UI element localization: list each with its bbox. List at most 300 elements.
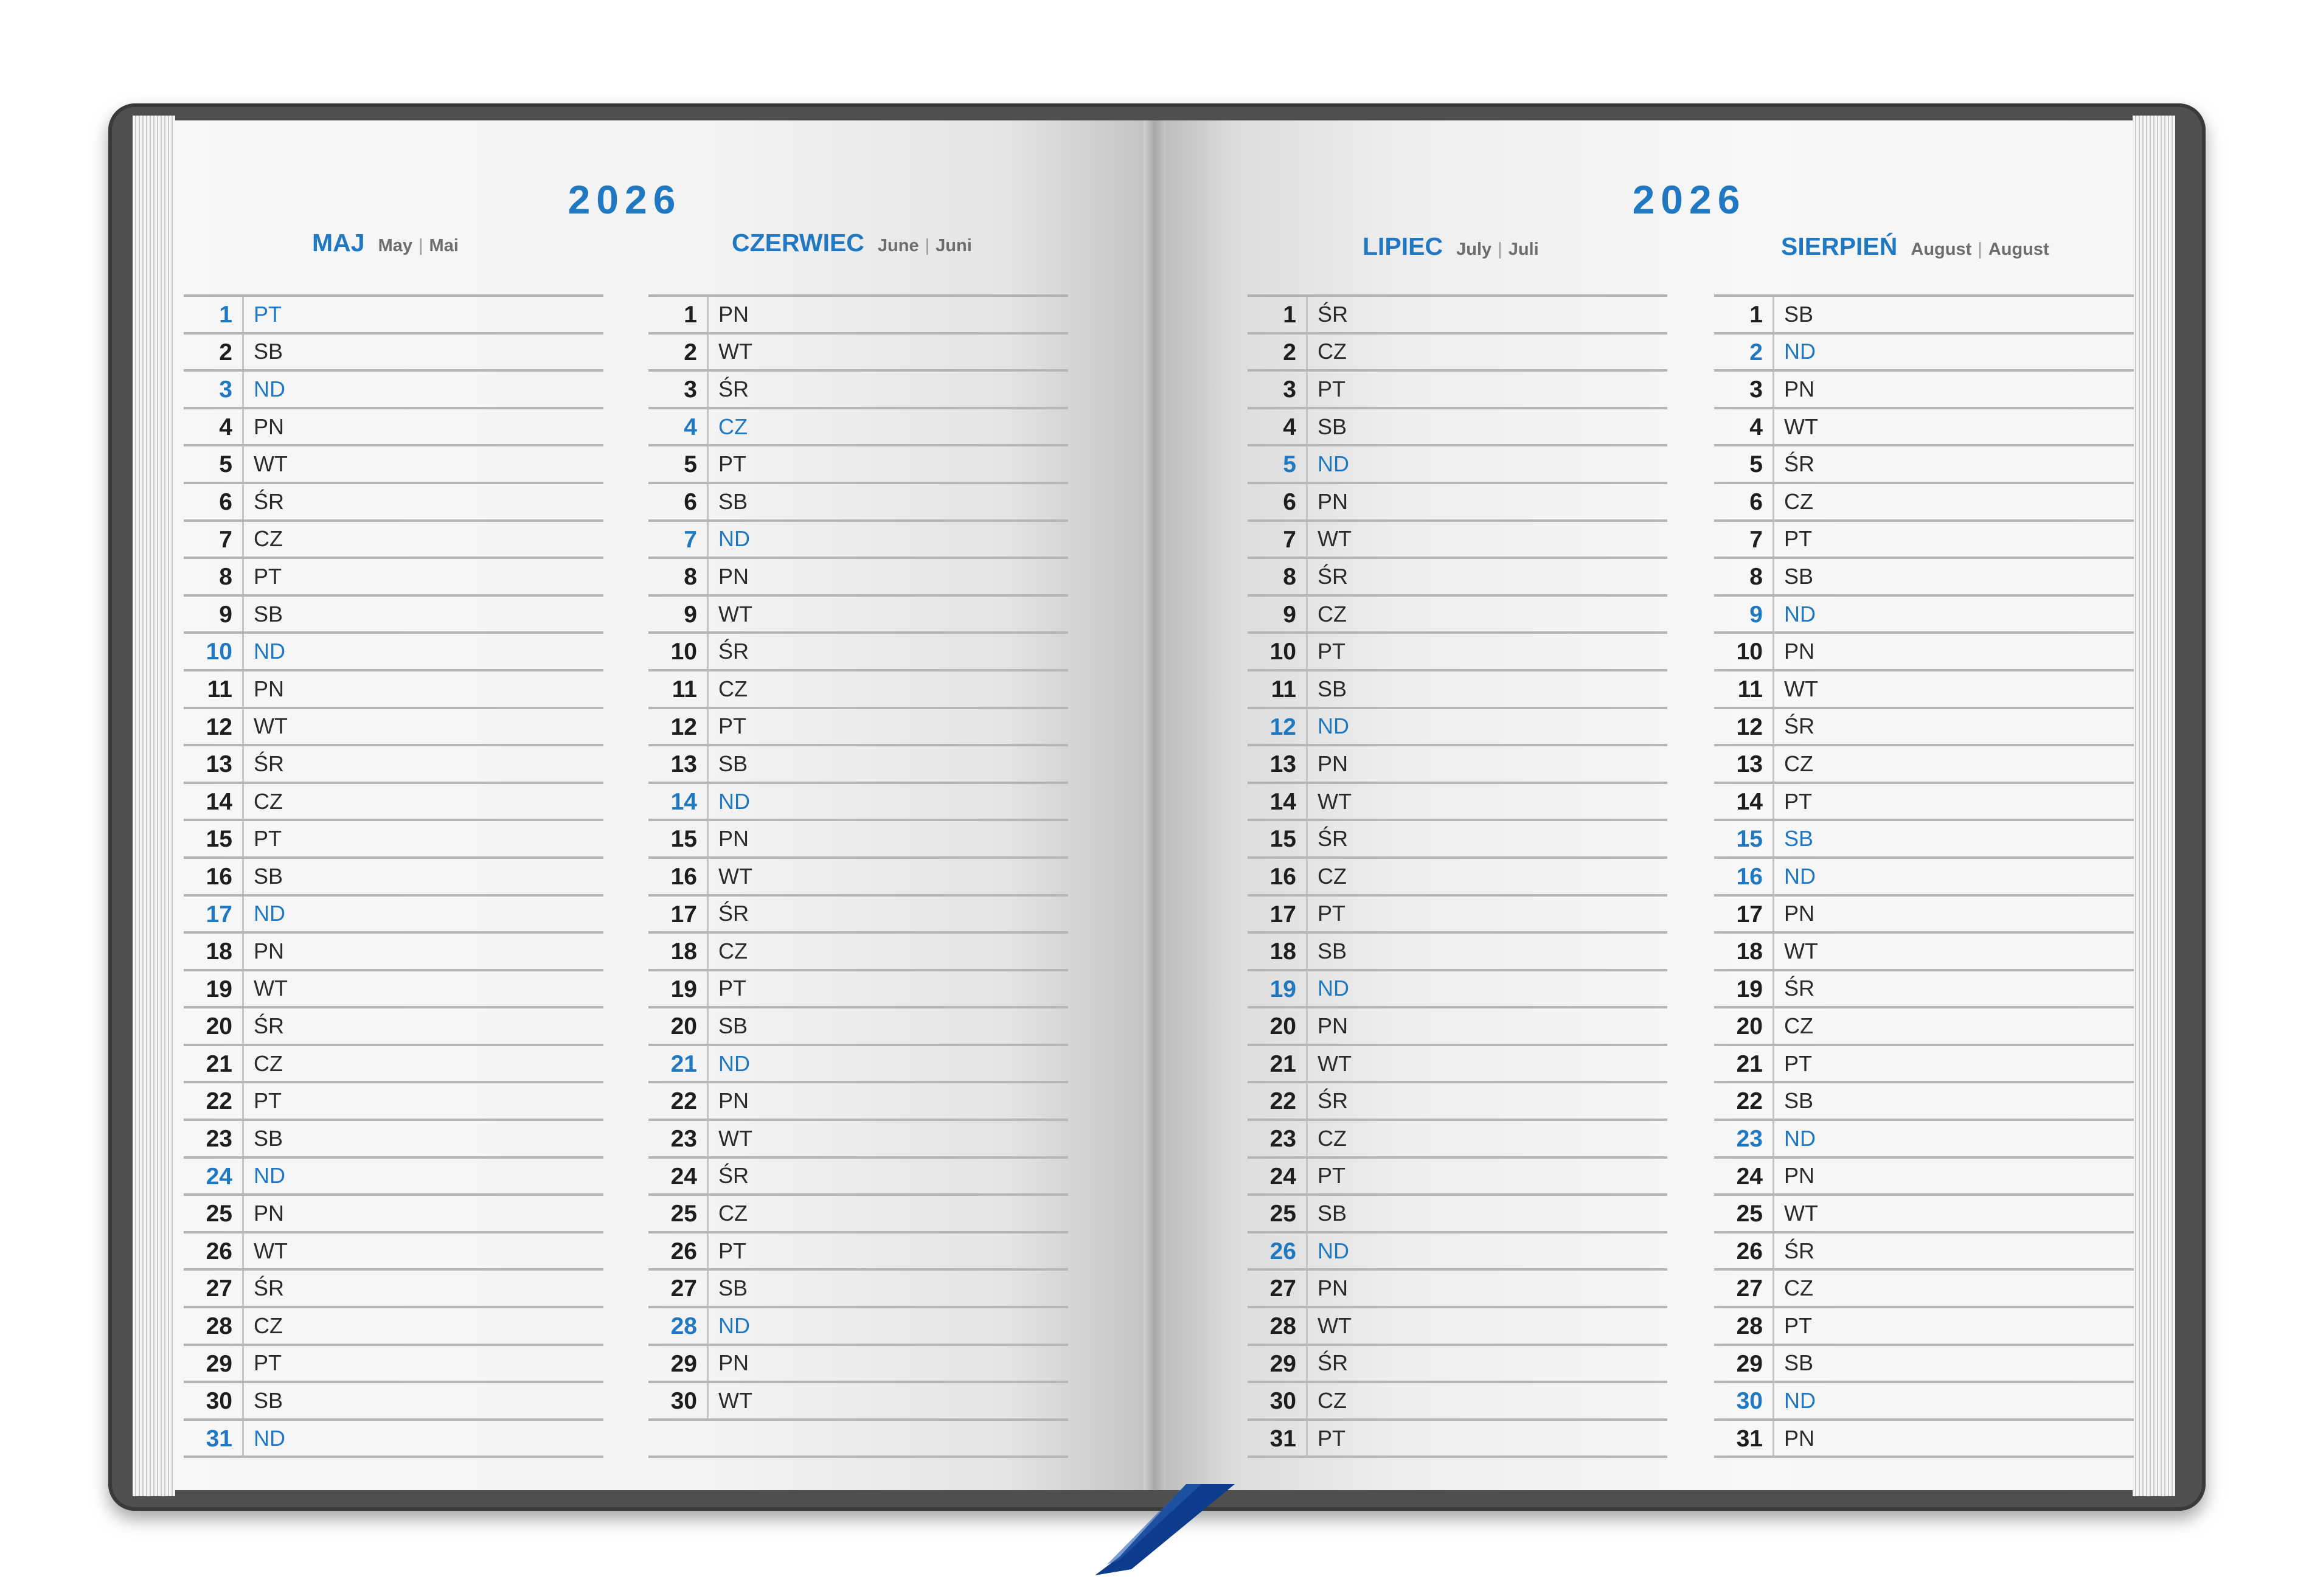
day-row — [184, 559, 603, 597]
separator: | — [1977, 240, 1982, 259]
day-number: 11 — [648, 671, 709, 707]
day-number: 15 — [648, 821, 709, 856]
day-row — [184, 1159, 603, 1196]
weekday-abbr: CZ — [1784, 1275, 1813, 1301]
month-name: LIPIEC — [1363, 232, 1443, 260]
day-row — [1248, 1308, 1667, 1346]
day-row — [1248, 372, 1667, 409]
weekday-abbr: ŚR — [1784, 976, 1815, 1001]
weekday-abbr: CZ — [1784, 751, 1813, 776]
ribbon-bookmark — [1095, 1484, 1235, 1575]
day-row — [184, 1383, 603, 1421]
weekday-abbr: PT — [1784, 788, 1813, 814]
day-row — [1248, 597, 1667, 634]
weekday-abbr: SB — [1784, 301, 1814, 327]
weekday-abbr: WT — [1318, 788, 1352, 814]
month-name-de: Juni — [936, 236, 972, 255]
weekday-abbr: SB — [1784, 826, 1814, 852]
day-number: 5 — [1714, 446, 1774, 482]
weekday-abbr: ŚR — [1784, 713, 1815, 739]
day-number: 11 — [1248, 671, 1308, 707]
day-number: 20 — [1248, 1008, 1308, 1044]
day-row — [648, 821, 1068, 859]
day-number: 27 — [648, 1271, 709, 1306]
weekday-abbr: ND — [254, 1425, 285, 1451]
day-number: 29 — [1248, 1346, 1308, 1381]
weekday-abbr: ND — [718, 1313, 750, 1338]
day-number: 6 — [1248, 484, 1308, 519]
day-number: 20 — [1714, 1008, 1774, 1044]
day-row — [184, 297, 603, 335]
day-row — [648, 1308, 1068, 1346]
weekday-abbr: ND — [1784, 1125, 1816, 1151]
weekday-abbr: PN — [1784, 901, 1815, 926]
weekday-abbr: ŚR — [718, 376, 749, 401]
day-number: 6 — [648, 484, 709, 519]
day-number: 19 — [184, 971, 244, 1007]
day-number: 9 — [1714, 597, 1774, 632]
weekday-abbr: WT — [718, 339, 752, 364]
day-row — [184, 409, 603, 447]
day-number: 7 — [184, 522, 244, 557]
day-row — [184, 934, 603, 971]
day-row — [1714, 559, 2134, 597]
weekday-abbr: ŚR — [1318, 563, 1349, 589]
day-row — [1714, 1008, 2134, 1046]
month-name-en: August — [1911, 240, 1972, 259]
day-row — [184, 1346, 603, 1384]
day-row — [648, 559, 1068, 597]
day-number: 22 — [1714, 1083, 1774, 1119]
weekday-abbr: ŚR — [1784, 1238, 1815, 1263]
day-number: 30 — [1714, 1383, 1774, 1418]
day-row — [1714, 1046, 2134, 1084]
day-row — [1714, 971, 2134, 1009]
day-number: 24 — [648, 1159, 709, 1194]
day-number: 30 — [1248, 1383, 1308, 1418]
day-row — [648, 372, 1068, 409]
day-number: 4 — [648, 409, 709, 445]
weekday-abbr: SB — [254, 339, 283, 364]
day-number: 22 — [184, 1083, 244, 1119]
weekday-abbr: PT — [1318, 376, 1346, 401]
day-row — [1248, 634, 1667, 671]
day-number: 4 — [184, 409, 244, 445]
day-number: 30 — [648, 1383, 709, 1418]
weekday-abbr: SB — [254, 1388, 283, 1414]
weekday-abbr: PN — [718, 301, 749, 327]
weekday-abbr: ND — [1784, 863, 1816, 889]
weekday-abbr: ND — [254, 901, 285, 926]
weekday-abbr: ŚR — [1784, 451, 1815, 477]
day-number: 14 — [648, 784, 709, 819]
month-name: MAJ — [312, 229, 365, 257]
month-name-de: Juli — [1508, 240, 1539, 259]
day-number: 16 — [648, 859, 709, 894]
day-number: 9 — [648, 597, 709, 632]
weekday-abbr: CZ — [254, 788, 283, 814]
day-row — [1714, 1233, 2134, 1271]
weekday-abbr: PT — [254, 1088, 282, 1114]
day-row — [1248, 559, 1667, 597]
day-number: 13 — [1248, 746, 1308, 782]
weekday-abbr: ŚR — [1318, 826, 1349, 852]
day-number: 29 — [184, 1346, 244, 1381]
day-number: 8 — [1248, 559, 1308, 594]
day-number: 7 — [648, 522, 709, 557]
day-row — [184, 597, 603, 634]
weekday-abbr: PN — [718, 563, 749, 589]
day-row — [184, 671, 603, 709]
weekday-abbr: SB — [254, 863, 283, 889]
day-row — [184, 1271, 603, 1308]
empty-row — [648, 1421, 1068, 1459]
weekday-abbr: WT — [1784, 414, 1818, 439]
day-row — [1248, 297, 1667, 335]
day-row — [184, 784, 603, 822]
weekday-abbr: ND — [1784, 601, 1816, 626]
day-row — [648, 1083, 1068, 1121]
day-row — [1248, 971, 1667, 1009]
day-number: 23 — [648, 1121, 709, 1156]
weekday-abbr: PN — [718, 1350, 749, 1376]
day-row — [648, 1383, 1068, 1421]
day-number: 7 — [1714, 522, 1774, 557]
month-name: SIERPIEŃ — [1781, 232, 1898, 260]
day-row — [1714, 634, 2134, 671]
day-row — [1248, 746, 1667, 784]
day-number: 17 — [1714, 897, 1774, 932]
weekday-abbr: ŚR — [1318, 1088, 1349, 1114]
day-row — [648, 335, 1068, 372]
day-number: 1 — [648, 297, 709, 332]
weekday-abbr: SB — [1318, 414, 1347, 439]
weekday-abbr: SB — [1784, 1088, 1814, 1114]
day-row — [648, 297, 1068, 335]
day-row — [648, 484, 1068, 522]
weekday-abbr: WT — [1784, 676, 1818, 701]
day-number: 12 — [648, 709, 709, 744]
day-number: 18 — [1714, 934, 1774, 969]
weekday-abbr: SB — [254, 601, 283, 626]
day-row — [1248, 1233, 1667, 1271]
day-number: 20 — [184, 1008, 244, 1044]
day-number: 11 — [1714, 671, 1774, 707]
day-number: 14 — [184, 784, 244, 819]
day-number: 5 — [184, 446, 244, 482]
day-row — [648, 1346, 1068, 1384]
day-number: 18 — [648, 934, 709, 969]
weekday-abbr: ŚR — [254, 1013, 285, 1039]
day-number: 10 — [1714, 634, 1774, 669]
weekday-abbr: WT — [718, 863, 752, 889]
day-row — [184, 859, 603, 897]
day-row — [1248, 1421, 1667, 1459]
day-number: 23 — [1248, 1121, 1308, 1156]
weekday-abbr: WT — [718, 1125, 752, 1151]
day-number: 9 — [1248, 597, 1308, 632]
day-number: 3 — [1248, 372, 1308, 407]
weekday-abbr: CZ — [1318, 339, 1347, 364]
day-number: 15 — [1714, 821, 1774, 856]
weekday-abbr: PT — [718, 451, 747, 477]
day-row — [1248, 934, 1667, 971]
weekday-abbr: PT — [718, 976, 747, 1001]
day-row — [1248, 1121, 1667, 1159]
day-number: 15 — [1248, 821, 1308, 856]
day-row — [184, 1233, 603, 1271]
day-row — [1714, 746, 2134, 784]
weekday-abbr: PT — [718, 1238, 747, 1263]
weekday-abbr: WT — [254, 451, 288, 477]
weekday-abbr: ND — [1318, 451, 1349, 477]
day-number: 19 — [1714, 971, 1774, 1007]
day-row — [1248, 1159, 1667, 1196]
day-number: 23 — [184, 1121, 244, 1156]
weekday-abbr: CZ — [1318, 601, 1347, 626]
day-number: 10 — [648, 634, 709, 669]
day-row — [1248, 1383, 1667, 1421]
day-number: 2 — [1248, 335, 1308, 370]
day-row — [184, 746, 603, 784]
weekday-abbr: ND — [254, 376, 285, 401]
day-number: 1 — [184, 297, 244, 332]
weekday-abbr: SB — [1784, 563, 1814, 589]
weekday-abbr: PT — [254, 301, 282, 327]
day-list-august — [1714, 294, 2134, 1458]
day-row — [1248, 1271, 1667, 1308]
weekday-abbr: ŚR — [1318, 301, 1349, 327]
day-number: 19 — [648, 971, 709, 1007]
month-name-de: Mai — [429, 236, 459, 255]
day-number: 28 — [648, 1308, 709, 1344]
weekday-abbr: CZ — [718, 414, 748, 439]
day-row — [648, 897, 1068, 934]
month-name: CZERWIEC — [732, 229, 864, 257]
day-number: 17 — [648, 897, 709, 932]
weekday-abbr: PN — [254, 414, 285, 439]
weekday-abbr: CZ — [1318, 1125, 1347, 1151]
day-row — [648, 1046, 1068, 1084]
day-number: 3 — [184, 372, 244, 407]
weekday-abbr: CZ — [254, 526, 283, 552]
day-row — [1714, 484, 2134, 522]
day-number: 31 — [184, 1421, 244, 1456]
page-edges-left — [133, 116, 175, 1496]
day-number: 5 — [1248, 446, 1308, 482]
day-row — [1714, 671, 2134, 709]
day-number: 21 — [1714, 1046, 1774, 1081]
weekday-abbr: ND — [1784, 1388, 1816, 1414]
day-number: 9 — [184, 597, 244, 632]
weekday-abbr: SB — [718, 488, 748, 514]
day-row — [648, 1196, 1068, 1233]
weekday-abbr: ND — [254, 639, 285, 664]
day-number: 28 — [1714, 1308, 1774, 1344]
day-number: 25 — [1248, 1196, 1308, 1231]
weekday-abbr: ŚR — [254, 488, 285, 514]
day-number: 27 — [1714, 1271, 1774, 1306]
day-row — [648, 634, 1068, 671]
weekday-abbr: CZ — [254, 1313, 283, 1338]
day-row — [648, 597, 1068, 634]
left-year: 2026 — [568, 177, 682, 222]
weekday-abbr: PT — [254, 1350, 282, 1376]
day-number: 24 — [1714, 1159, 1774, 1194]
day-number: 8 — [1714, 559, 1774, 594]
weekday-abbr: SB — [718, 1013, 748, 1039]
weekday-abbr: PT — [1784, 1050, 1813, 1076]
day-row — [1714, 821, 2134, 859]
day-row — [184, 446, 603, 484]
weekday-abbr: WT — [254, 976, 288, 1001]
weekday-abbr: SB — [1318, 1201, 1347, 1226]
day-number: 30 — [184, 1383, 244, 1418]
month-name-en: June — [877, 236, 919, 255]
day-row — [184, 897, 603, 934]
day-number: 6 — [1714, 484, 1774, 519]
day-row — [648, 1271, 1068, 1308]
day-row — [1714, 1421, 2134, 1459]
day-number: 8 — [184, 559, 244, 594]
day-number: 5 — [648, 446, 709, 482]
day-number: 24 — [184, 1159, 244, 1194]
day-number: 19 — [1248, 971, 1308, 1007]
day-row — [1714, 859, 2134, 897]
day-number: 26 — [1714, 1233, 1774, 1269]
day-number: 18 — [184, 934, 244, 969]
day-row — [1714, 1121, 2134, 1159]
day-number: 21 — [1248, 1046, 1308, 1081]
day-row — [184, 1196, 603, 1233]
day-number: 12 — [184, 709, 244, 744]
weekday-abbr: PN — [1784, 639, 1815, 664]
day-number: 11 — [184, 671, 244, 707]
day-row — [184, 372, 603, 409]
month-name-en: May — [378, 236, 412, 255]
day-number: 2 — [1714, 335, 1774, 370]
day-number: 17 — [1248, 897, 1308, 932]
day-row — [1714, 1346, 2134, 1384]
day-number: 15 — [184, 821, 244, 856]
day-row — [1714, 709, 2134, 747]
day-number: 3 — [1714, 372, 1774, 407]
day-number: 16 — [1248, 859, 1308, 894]
day-number: 21 — [648, 1046, 709, 1081]
page-edges-right — [2133, 116, 2175, 1496]
weekday-abbr: PN — [718, 1088, 749, 1114]
day-row — [184, 1121, 603, 1159]
day-number: 14 — [1714, 784, 1774, 819]
day-row — [1714, 897, 2134, 934]
separator: | — [418, 236, 423, 255]
day-row — [648, 709, 1068, 747]
month-name-de: August — [1988, 240, 2049, 259]
day-number: 22 — [648, 1083, 709, 1119]
weekday-abbr: ND — [1318, 1238, 1349, 1263]
day-row — [184, 1008, 603, 1046]
weekday-abbr: WT — [1318, 1050, 1352, 1076]
weekday-abbr: CZ — [718, 1201, 748, 1226]
day-number: 22 — [1248, 1083, 1308, 1119]
weekday-abbr: PT — [1318, 901, 1346, 926]
day-row — [1248, 709, 1667, 747]
day-row — [648, 971, 1068, 1009]
weekday-abbr: PT — [1784, 1313, 1813, 1338]
weekday-abbr: PN — [254, 938, 285, 963]
day-row — [1248, 1046, 1667, 1084]
day-row — [1248, 335, 1667, 372]
day-number: 26 — [184, 1233, 244, 1269]
day-number: 29 — [648, 1346, 709, 1381]
weekday-abbr: PN — [254, 1201, 285, 1226]
weekday-abbr: SB — [718, 751, 748, 776]
day-row — [648, 934, 1068, 971]
weekday-abbr: CZ — [1318, 863, 1347, 889]
weekday-abbr: WT — [1784, 1201, 1818, 1226]
day-number: 4 — [1248, 409, 1308, 445]
day-row — [1248, 671, 1667, 709]
day-number: 21 — [184, 1046, 244, 1081]
weekday-abbr: SB — [1784, 1350, 1814, 1376]
weekday-abbr: ŚR — [254, 751, 285, 776]
day-row — [1714, 372, 2134, 409]
weekday-abbr: ND — [1318, 713, 1349, 739]
weekday-abbr: PN — [1784, 376, 1815, 401]
day-row — [184, 1083, 603, 1121]
separator: | — [1498, 240, 1502, 259]
day-list-july — [1248, 294, 1667, 1458]
day-row — [184, 821, 603, 859]
day-row — [648, 522, 1068, 560]
day-number: 2 — [648, 335, 709, 370]
weekday-abbr: PT — [254, 563, 282, 589]
day-number: 13 — [184, 746, 244, 782]
weekday-abbr: PT — [1318, 1425, 1346, 1451]
day-number: 2 — [184, 335, 244, 370]
day-number: 18 — [1248, 934, 1308, 969]
weekday-abbr: ND — [254, 1163, 285, 1188]
day-number: 23 — [1714, 1121, 1774, 1156]
weekday-abbr: ŚR — [254, 1275, 285, 1301]
weekday-abbr: ND — [718, 1050, 750, 1076]
day-number: 12 — [1714, 709, 1774, 744]
spine-gutter — [1144, 120, 1165, 1490]
day-row — [1714, 784, 2134, 822]
day-row — [184, 1308, 603, 1346]
month-header-may — [312, 229, 459, 257]
weekday-abbr: WT — [1318, 526, 1352, 552]
day-row — [1714, 522, 2134, 560]
right-year: 2026 — [1632, 177, 1746, 222]
day-number: 1 — [1714, 297, 1774, 332]
weekday-abbr: ŚR — [718, 901, 749, 926]
day-row — [648, 859, 1068, 897]
day-number: 6 — [184, 484, 244, 519]
day-row — [648, 1233, 1068, 1271]
day-row — [1248, 1008, 1667, 1046]
day-row — [1248, 522, 1667, 560]
weekday-abbr: PN — [1318, 751, 1349, 776]
weekday-abbr: PN — [1784, 1163, 1815, 1188]
weekday-abbr: ND — [718, 526, 750, 552]
day-row — [184, 634, 603, 671]
day-number: 3 — [648, 372, 709, 407]
day-row — [184, 335, 603, 372]
day-row — [648, 1159, 1068, 1196]
weekday-abbr: WT — [718, 1388, 752, 1414]
day-row — [184, 1421, 603, 1459]
